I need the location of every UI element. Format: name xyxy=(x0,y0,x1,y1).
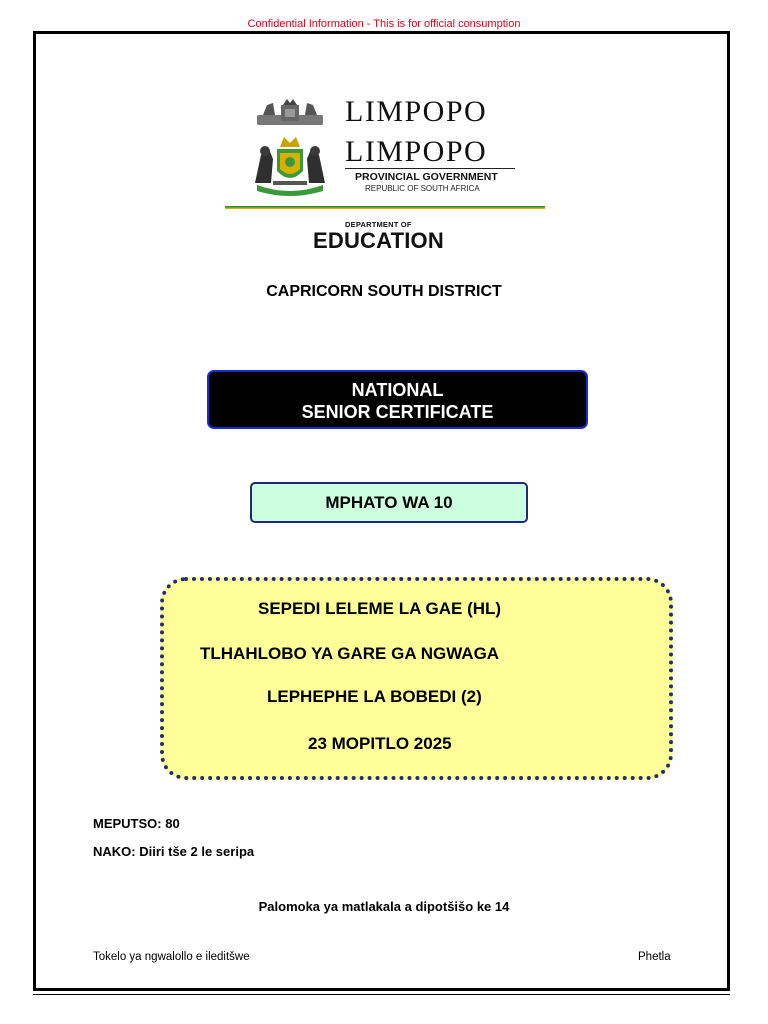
district-title: CAPRICORN SOUTH DISTRICT xyxy=(266,283,502,300)
green-gold-divider xyxy=(225,206,545,209)
coat-of-arms-icon xyxy=(253,135,327,197)
subject-title: SEPEDI LELEME LA GAE (HL) xyxy=(258,599,502,618)
department-name: EDUCATION xyxy=(313,228,444,253)
turn-over-footer: Phetla xyxy=(638,951,671,963)
provincial-government-label: PROVINCIAL GOVERNMENT xyxy=(355,171,498,183)
certificate-banner xyxy=(207,370,588,429)
paper-number: LEPHEPHE LA BOBEDI (2) xyxy=(267,687,482,706)
province-name: LIMPOPO xyxy=(345,95,488,128)
grade-banner: MPHATO WA 10 xyxy=(250,482,528,523)
certificate-line-2: SENIOR CERTIFICATE xyxy=(301,402,494,422)
coat-of-arms-small-icon xyxy=(257,99,323,127)
province-name-secondary: LIMPOPO xyxy=(345,135,488,168)
confidential-notice: Confidential Information - This is for official consumption xyxy=(247,18,521,30)
exam-duration: NAKO: Diiri tše 2 le seripa xyxy=(93,844,255,859)
exam-date: 23 MOPITLO 2025 xyxy=(308,734,452,753)
total-marks: MEPUTSO: 80 xyxy=(93,816,180,831)
certificate-line-1: NATIONAL xyxy=(351,380,444,400)
department-logo xyxy=(225,95,545,260)
paper-info-box xyxy=(160,577,673,780)
exam-title: TLHAHLOBO YA GARE GA NGWAGA xyxy=(200,644,500,663)
republic-label: REPUBLIC OF SOUTH AFRICA xyxy=(365,184,480,193)
copyright-footer: Tokelo ya ngwalollo e ileditšwe xyxy=(93,951,250,963)
department-of-label: DEPARTMENT OF xyxy=(345,220,412,229)
page-count-note: Palomoka ya matlakala a dipotšišo ke 14 xyxy=(258,899,510,914)
divider xyxy=(345,168,515,169)
